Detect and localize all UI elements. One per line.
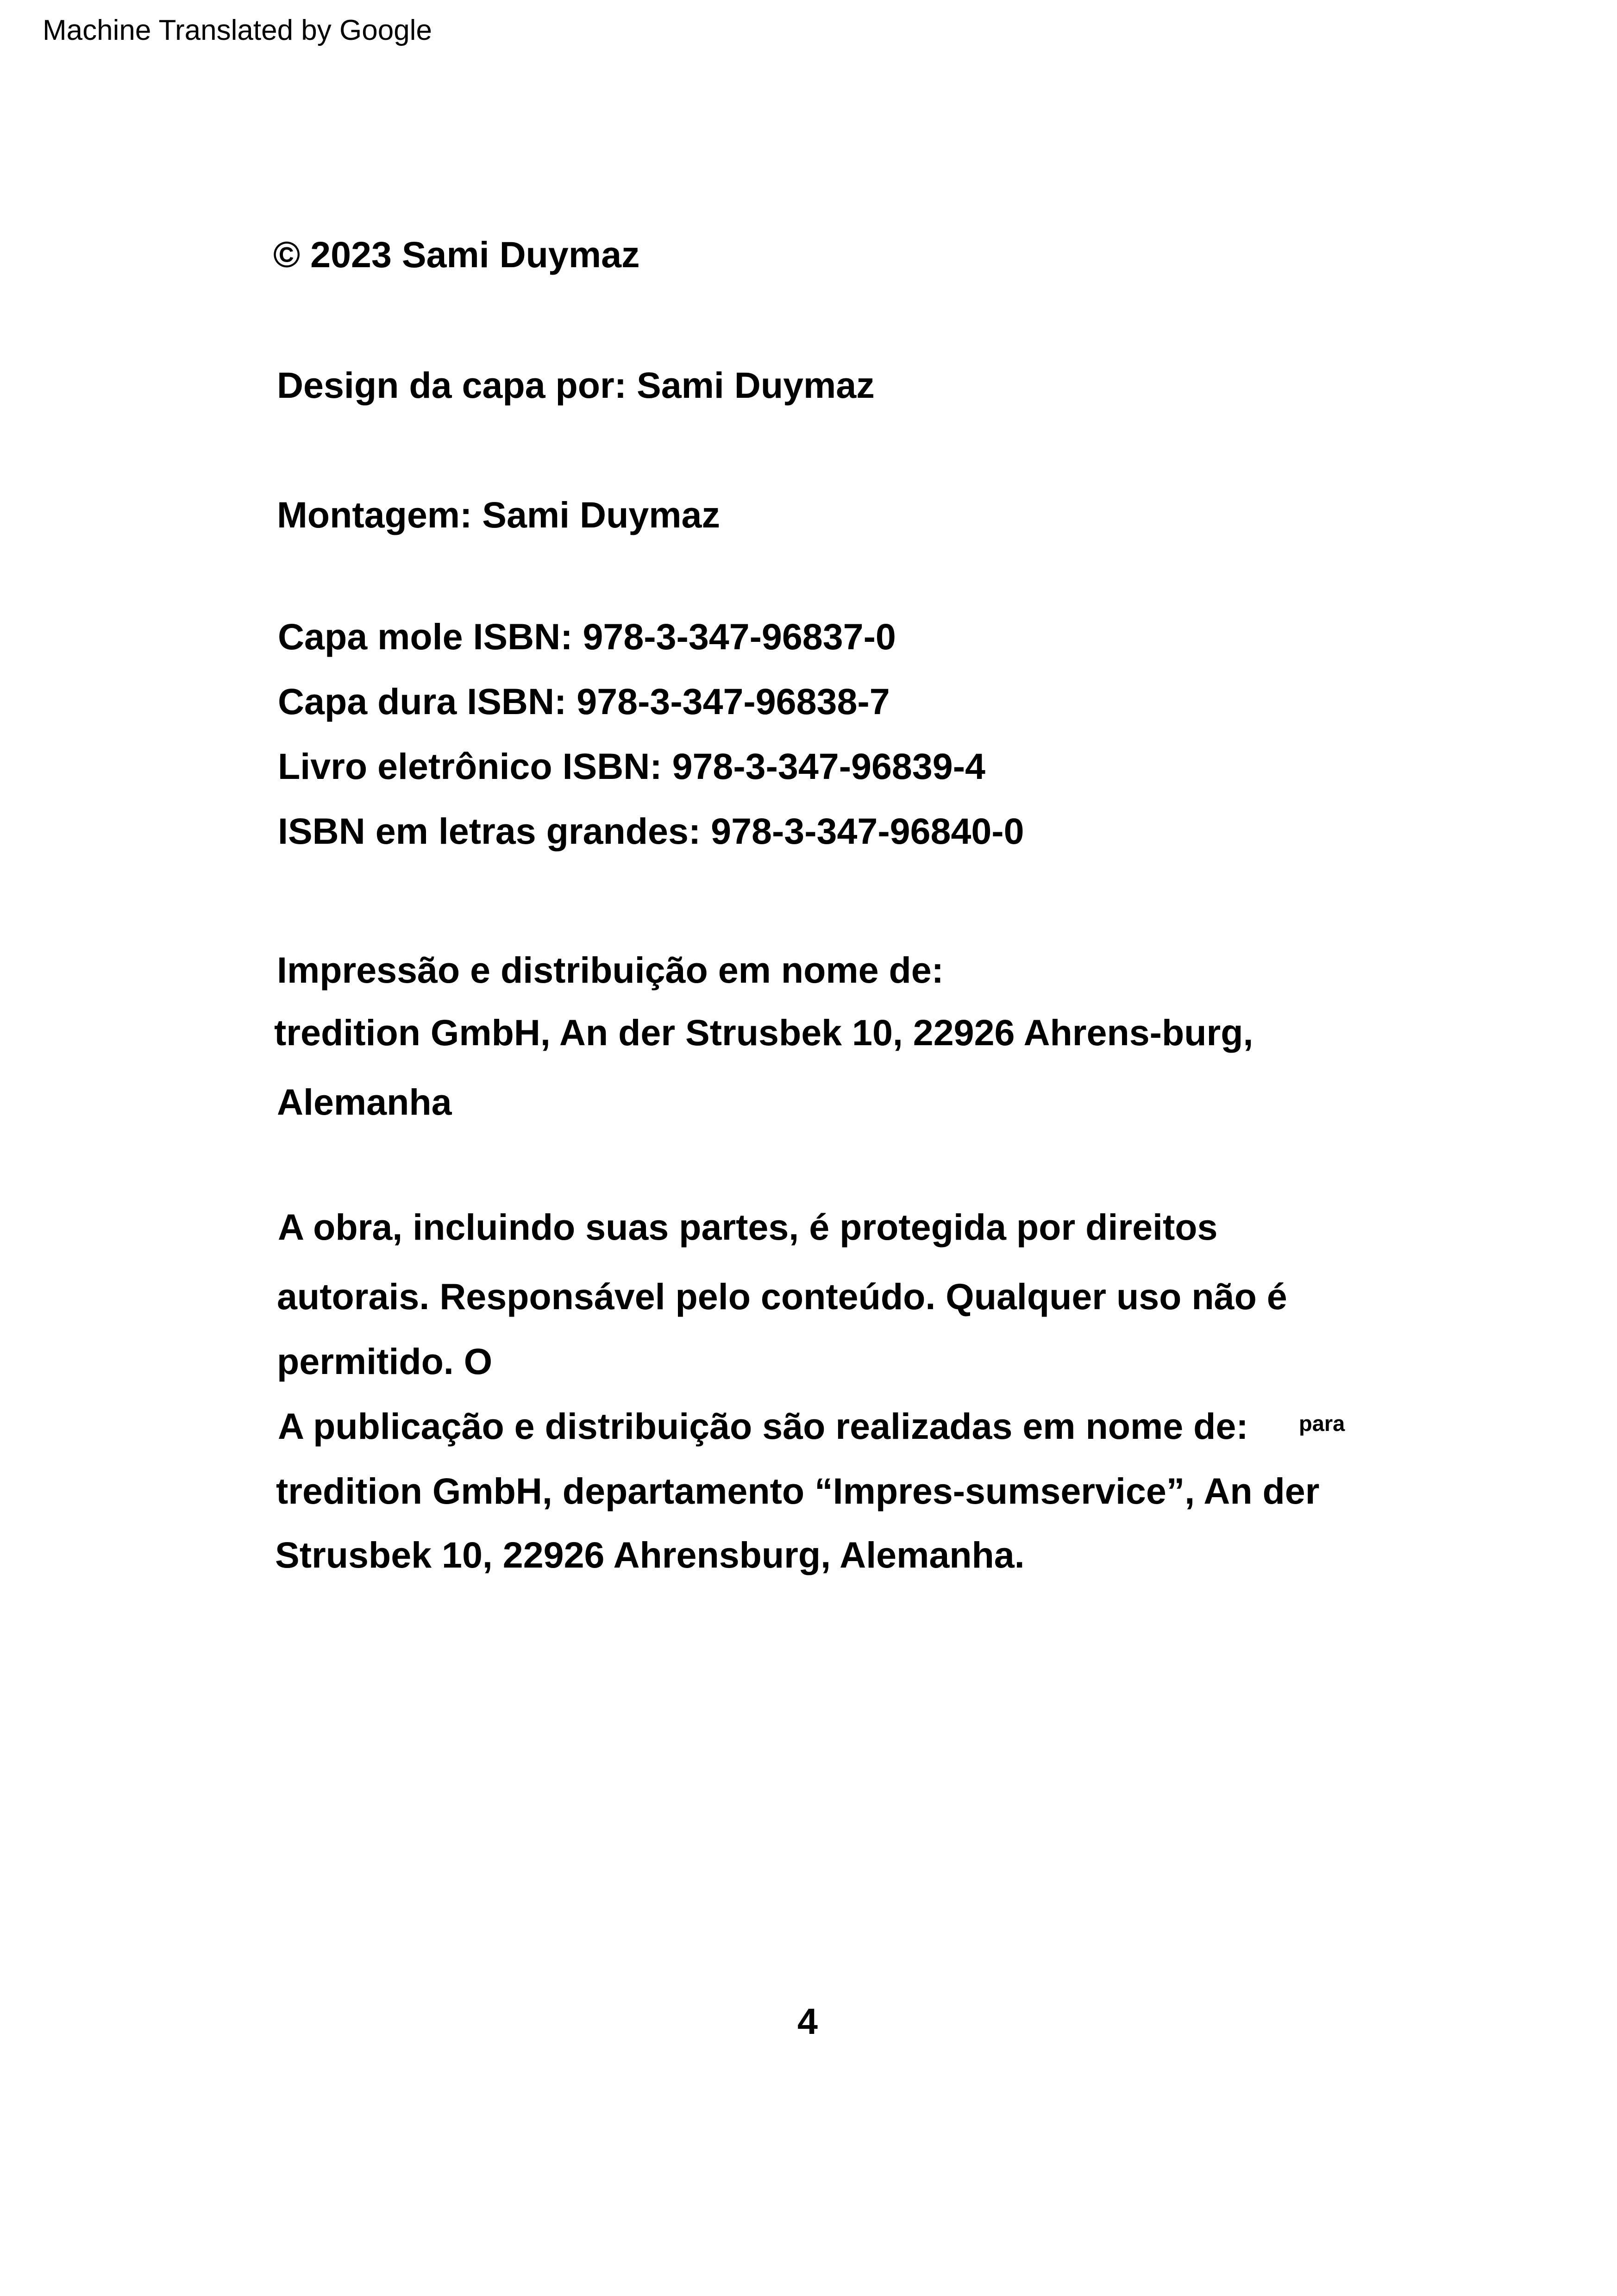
isbn-ebook: Livro eletrônico ISBN: 978-3-347-96839-4: [278, 746, 985, 787]
printing-address-line2: Alemanha: [277, 1081, 452, 1123]
rights-line6: Strusbek 10, 22926 Ahrensburg, Alemanha.: [275, 1534, 1025, 1575]
rights-line2: autorais. Responsável pelo conteúdo. Qualquer uso não é: [277, 1276, 1287, 1317]
rights-line1: A obra, incluindo suas partes, é protegida por direitos: [278, 1206, 1218, 1248]
assembly-credit: Montagem: Sami Duymaz: [277, 494, 720, 535]
rights-side-note: para: [1299, 1411, 1345, 1436]
rights-line4: A publicação e distribuição são realizadas em nome de:: [278, 1405, 1248, 1447]
page-number: 4: [797, 2001, 818, 2042]
rights-line5: tredition GmbH, departamento “Impres-sumservice”, An der: [276, 1470, 1320, 1512]
isbn-hardcover: Capa dura ISBN: 978-3-347-96838-7: [278, 681, 890, 722]
printing-address-line1: tredition GmbH, An der Strusbek 10, 22926 Ahrens-burg,: [274, 1012, 1253, 1053]
printing-heading: Impressão e distribuição em nome de:: [277, 949, 944, 991]
isbn-paperback: Capa mole ISBN: 978-3-347-96837-0: [278, 616, 896, 657]
machine-translation-banner: Machine Translated by Google: [43, 14, 432, 46]
cover-design-credit: Design da capa por: Sami Duymaz: [277, 364, 875, 406]
rights-line3: permitido. O: [277, 1341, 493, 1382]
isbn-large-print: ISBN em letras grandes: 978-3-347-96840-0: [278, 810, 1024, 852]
copyright-line: © 2023 Sami Duymaz: [273, 234, 640, 275]
